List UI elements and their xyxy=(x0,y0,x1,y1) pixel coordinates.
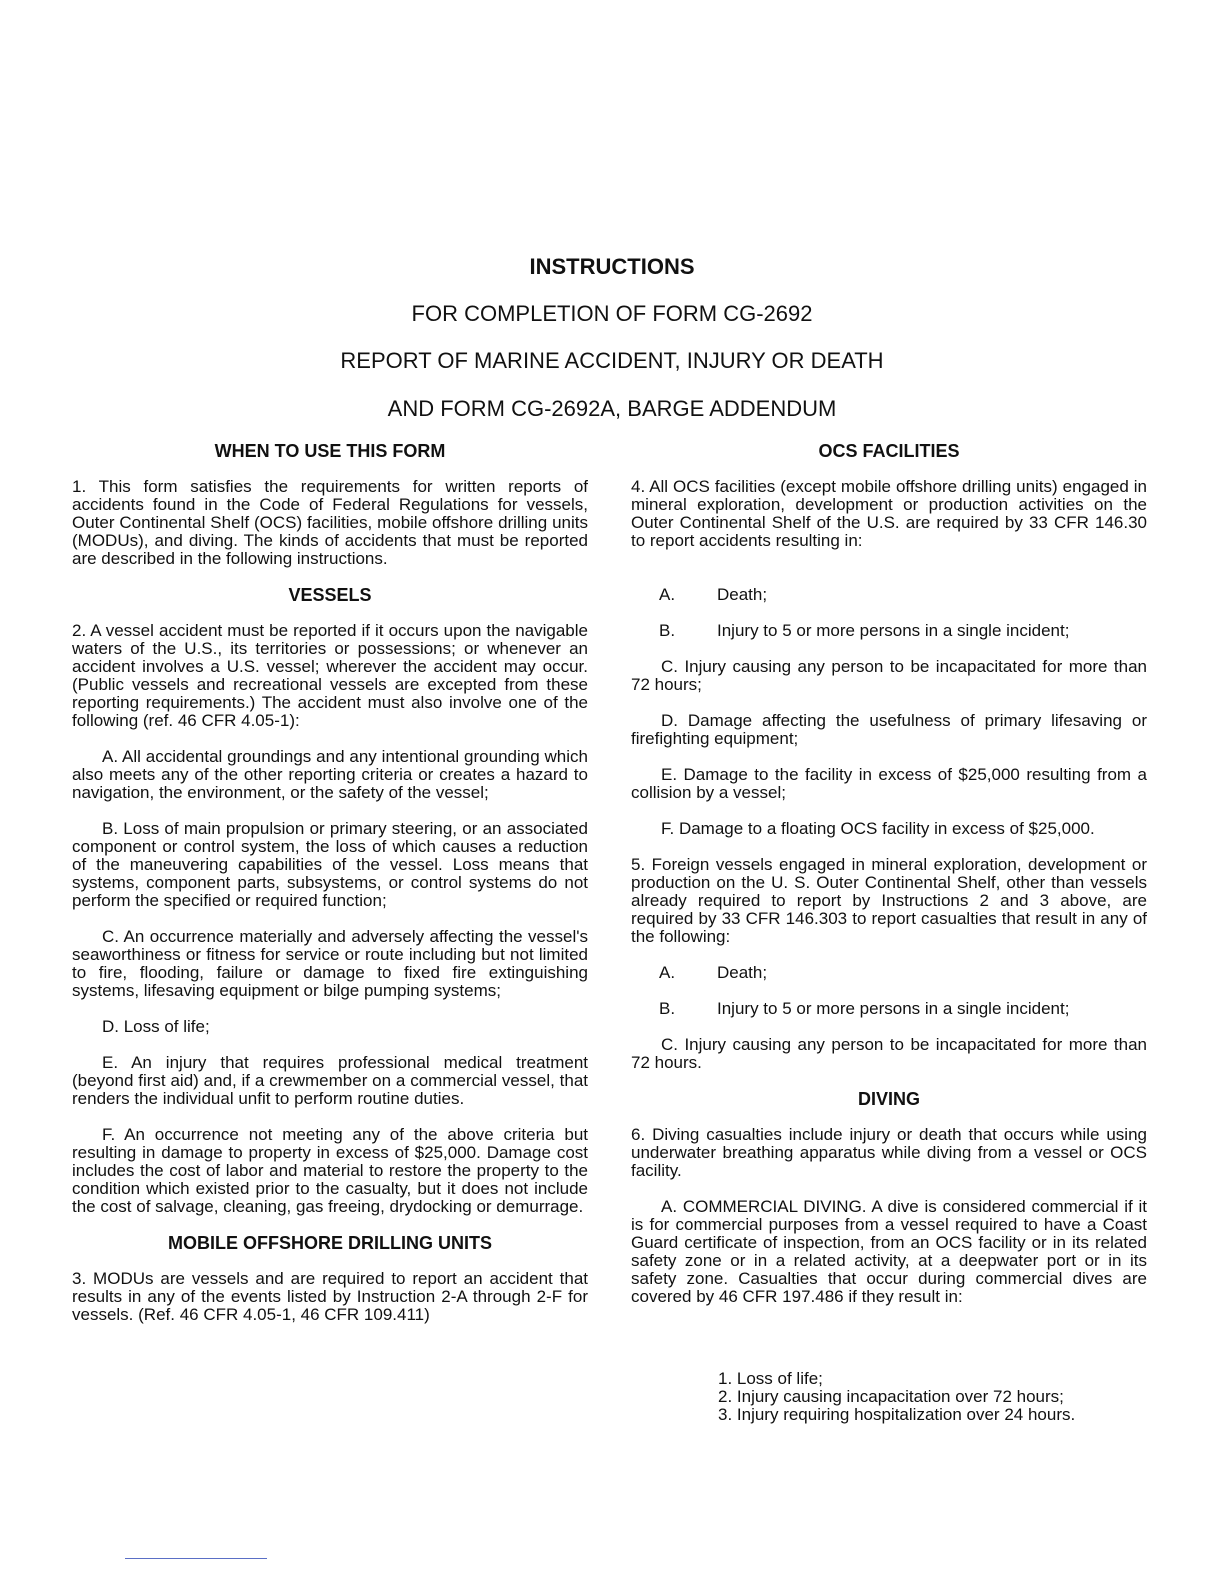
ocs-item-a: A. Death; xyxy=(659,585,768,604)
diving-heading: DIVING xyxy=(857,1089,920,1109)
modu-heading: MOBILE OFFSHORE DRILLING UNITS xyxy=(168,1233,492,1253)
ocs-item-c: C. Injury causing any person to be incapacitated for more than 72 hours; xyxy=(631,657,1147,694)
vessel-item-f: F. An occurrence not meeting any of the above criteria but resulting in damage to property in excess of $25,000. Damage cost includes the cost of labor and material to restore the property to the condition which existed prior to the casualty, but it does not include the cost of salvage, cleaning, gas freeing, drydocking or demurrage. xyxy=(72,1125,588,1216)
ocs-heading: OCS FACILITIES xyxy=(818,441,960,461)
footnote-separator xyxy=(125,1558,267,1559)
paragraph-3: 3. MODUs are vessels and are required to report an accident that results in any of the events listed by Instruction 2-A through 2-F for vessels. (Ref. 46 CFR 4.05-1, 46 CFR 109.411) xyxy=(72,1269,588,1324)
ocs-item-f: F. Damage to a floating OCS facility in excess of $25,000. xyxy=(661,819,1095,838)
form-subtitle: FOR COMPLETION OF FORM CG-2692 xyxy=(411,301,813,326)
page-title: INSTRUCTIONS xyxy=(529,254,695,279)
foreign-item-b: B. Injury to 5 or more persons in a single incident; xyxy=(659,999,1070,1018)
vessel-item-d: D. Loss of life; xyxy=(102,1017,210,1036)
paragraph-4: 4. All OCS facilities (except mobile offshore drilling units) engaged in mineral exploration, development or production activities on the Outer Continental Shelf of the U.S. are required by 33 CFR 146.30 to report accidents resulting in: xyxy=(631,477,1147,550)
left-column xyxy=(72,440,588,1324)
ocs-item-b: B. Injury to 5 or more persons in a single incident; xyxy=(659,621,1070,640)
paragraph-2: 2. A vessel accident must be reported if it occurs upon the navigable waters of the U.S., its territories or possessions; or whenever an accident involves a U.S. vessel; wherever the accident may occur. (Public vessels and recreational vessels are excepted from these reporting requirements.) The accident must also involve one of the following (ref. 46 CFR 4.05-1): xyxy=(72,621,588,730)
report-title: REPORT OF MARINE ACCIDENT, INJURY OR DEATH xyxy=(340,348,884,373)
paragraph-1: 1. This form satisfies the requirements for written reports of accidents found in the Code of Federal Regulations for vessels, Outer Continental Shelf (OCS) facilities, mobile offshore drilling units (MODUs), and diving. The kinds of accidents that must be reported are described in the following instructions. xyxy=(72,477,588,568)
vessels-heading: VESSELS xyxy=(288,585,372,605)
ocs-item-d: D. Damage affecting the usefulness of primary lifesaving or firefighting equipment; xyxy=(631,711,1147,748)
foreign-item-c: C. Injury causing any person to be incapacitated for more than 72 hours. xyxy=(631,1035,1147,1072)
list-item: 1. Loss of life; xyxy=(718,1369,823,1388)
vessel-item-c: C. An occurrence materially and adversely affecting the vessel's seaworthiness or fitness for service or route including but not limited to fire, flooding, failure or damage to fixed fire extinguishing systems, lifesaving equipment or bilge pumping systems; xyxy=(72,927,588,1000)
list-item: 3. Injury requiring hospitalization over 24 hours. xyxy=(718,1405,1076,1424)
right-column xyxy=(631,440,1147,1306)
diving-item-a: A. COMMERCIAL DIVING. A dive is considered commercial if it is for commercial purposes from a vessel required to have a Coast Guard certificate of inspection, from an OCS facility or in its related safety zone or in a related activity, at a deepwater port or in its safety zone. Casualties that occur during commercial dives are covered by 46 CFR 197.486 if they result in: xyxy=(631,1197,1147,1306)
when-to-use-heading: WHEN TO USE THIS FORM xyxy=(214,441,446,461)
vessel-item-b: B. Loss of main propulsion or primary steering, or an associated component or control system, the loss of which causes a reduction of the maneuvering capabilities of the vessel. Loss means that systems, component parts, subsystems, or control systems do not perform the specified or required function; xyxy=(72,819,588,910)
vessel-item-a: A. All accidental groundings and any intentional grounding which also meets any of the other reporting criteria or creates a hazard to navigation, the environment, or the safety of the vessel; xyxy=(72,747,588,802)
vessel-item-e: E. An injury that requires professional medical treatment (beyond first aid) and, if a crewmember on a commercial vessel, that renders the individual unfit to perform routine duties. xyxy=(72,1053,588,1108)
ocs-item-e: E. Damage to the facility in excess of $25,000 resulting from a collision by a vessel; xyxy=(631,765,1147,802)
commercial-diving-list xyxy=(718,1370,1075,1424)
paragraph-5: 5. Foreign vessels engaged in mineral exploration, development or production on the U. S. Outer Continental Shelf, other than vessels already required to report by Instructions 2 and 3 above, are required by 33 CFR 146.303 to report casualties that result in any of the following: xyxy=(631,855,1147,946)
list-item: 2. Injury causing incapacitation over 72 hours; xyxy=(718,1387,1064,1406)
addendum-title: AND FORM CG-2692A, BARGE ADDENDUM xyxy=(387,396,837,421)
paragraph-6: 6. Diving casualties include injury or death that occurs while using underwater breathing apparatus while diving from a vessel or OCS facility. xyxy=(631,1125,1147,1180)
foreign-item-a: A. Death; xyxy=(659,963,768,982)
